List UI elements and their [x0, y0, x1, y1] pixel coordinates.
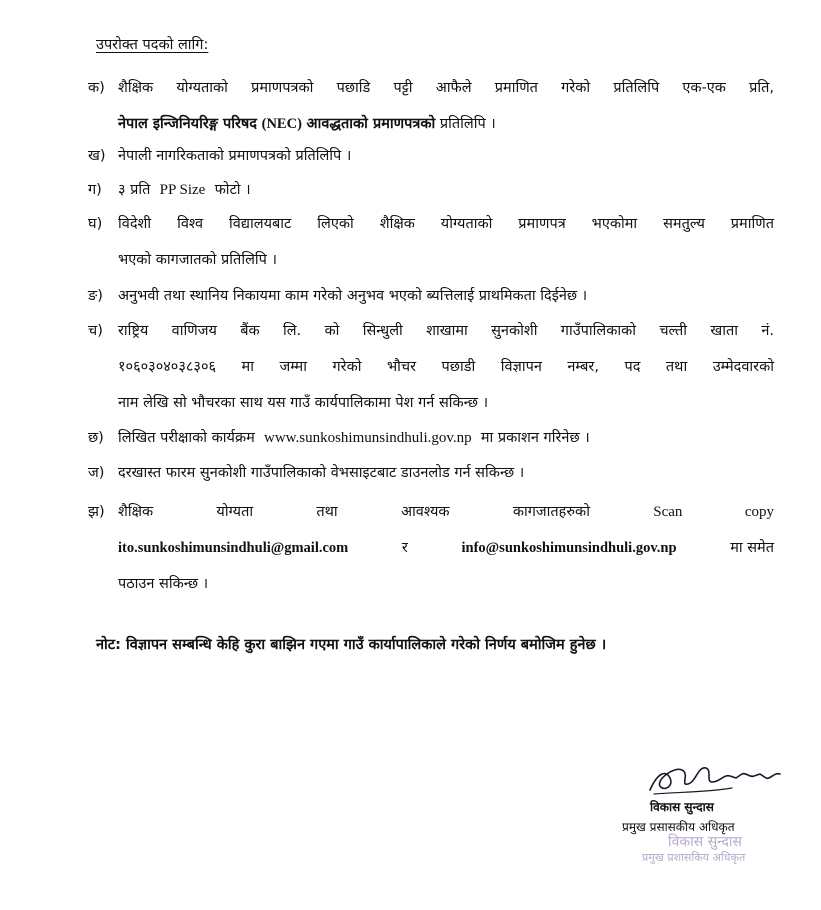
item-marker: छ): [88, 430, 104, 446]
item-text: १०६०३०४०३८३०६ मा जम्मा गरेको भौचर पछाडी विज्ञापन नम्बर, पद तथा उम्मेदवारको: [118, 359, 774, 375]
item-marker: च): [88, 323, 103, 339]
list-item: [88, 278, 774, 314]
item-marker: क): [88, 80, 105, 96]
item-body: [118, 494, 774, 602]
item-text: लिखित परीक्षाको कार्यक्रम: [118, 430, 255, 446]
item-body: [118, 172, 774, 208]
item-marker: ख): [88, 148, 106, 164]
list-item: [88, 420, 774, 456]
list-item: [88, 138, 774, 174]
item-text-line: [118, 494, 774, 530]
stamp-title: प्रमुख प्रशासकिय अधिकृत: [642, 851, 746, 864]
item-marker: ज): [88, 465, 105, 481]
website-url-link[interactable]: www.sunkoshimunsindhuli.gov.np: [263, 430, 472, 446]
item-text-bold-line: [118, 106, 774, 142]
item-body: [118, 455, 774, 491]
signatory-name: विकास सुन्दास: [650, 800, 714, 814]
nec-text: नेपाल इन्जिनियरिङ्ग परिषद: [118, 116, 258, 132]
scan-copy-text: Scan copy: [653, 504, 774, 520]
item-text: नाम लेखि सो भौचरका साथ यस गाउँ कार्यपालिकामा पेश गर्न सकिन्छ ।: [118, 395, 489, 411]
item-text-line: [118, 172, 774, 208]
list-item: [88, 70, 774, 142]
email-line: [118, 530, 774, 566]
item-marker: झ): [88, 504, 105, 520]
handwritten-signature-icon: [640, 752, 790, 802]
list-item: [88, 172, 774, 208]
item-body: [118, 278, 774, 314]
item-text-line: [118, 420, 774, 456]
item-body: [118, 206, 774, 278]
email-link-official[interactable]: info@sunkoshimunsindhuli.gov.np: [461, 540, 677, 556]
list-item: [88, 206, 774, 278]
section-heading: उपरोक्त पदको लागि:: [96, 37, 209, 53]
list-item: [88, 313, 774, 421]
item-text: प्रतिलिपि ।: [439, 116, 496, 132]
email-link-gmail[interactable]: ito.sunkoshimunsindhuli@gmail.com: [118, 540, 349, 556]
item-body: [118, 70, 774, 142]
conjunction-text: र: [401, 540, 408, 556]
item-text: शैक्षिक योग्यता तथा आवश्यक कागजातहरुको: [118, 504, 590, 520]
item-body: [118, 138, 774, 174]
list-item: [88, 455, 774, 491]
list-item: [88, 494, 774, 602]
signature-block: [600, 742, 800, 892]
item-body: [118, 420, 774, 456]
signatory-title: प्रमुख प्रसासकीय अधिकृत: [622, 820, 735, 834]
nec-certificate-text: आवद्धताको प्रमाणपत्रको: [306, 116, 436, 132]
item-text: विदेशी विश्व विद्यालयबाट लिएको शैक्षिक योग्यताको प्रमाणपत्र भएकोमा समतुल्य प्रमाणित: [118, 216, 774, 232]
stamp-name: विकास सुन्दास: [668, 834, 743, 850]
item-text: दरखास्त फारम सुनकोशी गाउँपालिकाको वेभसाइटबाट डाउनलोड गर्न सकिन्छ ।: [118, 465, 525, 481]
item-text: अनुभवी तथा स्थानिय निकायमा काम गरेको अनुभव भएको ब्यत्तिलाई प्राथमिकता दिईनेछ ।: [118, 288, 588, 304]
item-body: [118, 313, 774, 421]
nec-abbrev: (NEC): [261, 116, 302, 132]
item-text: मा प्रकाशन गरिनेछ ।: [480, 430, 590, 446]
item-text: पठाउन सकिन्छ ।: [118, 576, 209, 592]
item-text: नेपाली नागरिकताको प्रमाणपत्रको प्रतिलिपि ।: [118, 148, 352, 164]
item-text: फोटो ।: [214, 182, 251, 198]
note-text: नोट: विज्ञापन सम्बन्धि केहि कुरा बाझिन गएमा गाउँ कार्यापालिकाले गरेको निर्णय बमोजिम हुनेछ ।: [96, 637, 607, 653]
item-marker: घ): [88, 216, 103, 232]
item-text: राष्ट्रिय वाणिजय बैंक लि. को सिन्धुली शाखामा सुनकोशी गाउँपालिकाको चल्ती खाता नं.: [118, 323, 774, 339]
item-text: ३ प्रति: [118, 182, 151, 198]
item-marker: ङ): [88, 288, 103, 304]
item-text: मा समेत: [730, 540, 774, 556]
item-text: भएको कागजातको प्रतिलिपि ।: [118, 252, 278, 268]
item-text: शैक्षिक योग्यताको प्रमाणपत्रको पछाडि पट्टी आफैले प्रमाणित गरेको प्रतिलिपि एक-एक प्रति,: [118, 80, 774, 96]
pp-size-text: PP Size: [159, 182, 206, 198]
item-marker: ग): [88, 182, 102, 198]
